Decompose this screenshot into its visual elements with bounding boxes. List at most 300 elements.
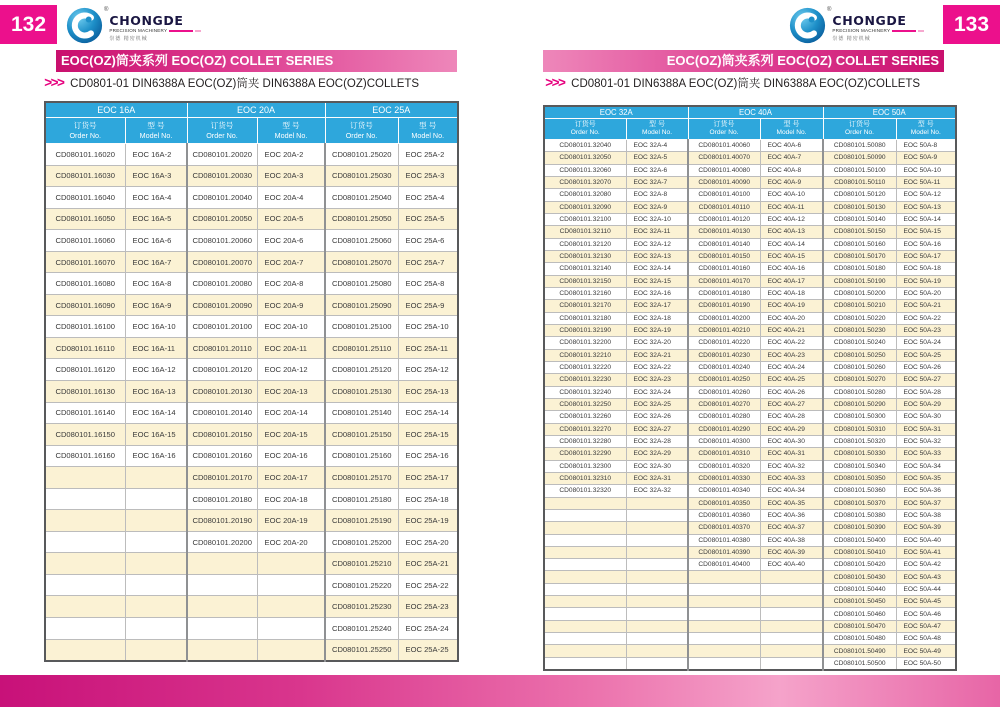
table-row bbox=[45, 230, 458, 252]
order-no-cell: CD080101.40300 bbox=[688, 435, 760, 447]
model-no-cell: EOC 32A-17 bbox=[626, 300, 688, 312]
table-row bbox=[45, 359, 458, 381]
globe-icon bbox=[789, 7, 826, 44]
table-row bbox=[45, 574, 458, 596]
order-no-cell: CD080101.16060 bbox=[45, 230, 125, 252]
model-no-cell: EOC 25A-25 bbox=[398, 639, 458, 661]
order-no-cell: CD080101.50430 bbox=[823, 571, 896, 583]
order-no-cell: CD080101.50460 bbox=[823, 608, 896, 620]
order-no-cell: CD080101.32180 bbox=[544, 312, 626, 324]
collet-table-right bbox=[543, 105, 957, 671]
model-no-header bbox=[125, 118, 187, 144]
order-no-cell: CD080101.50270 bbox=[823, 374, 896, 386]
table-row bbox=[45, 402, 458, 424]
group-header-row bbox=[45, 102, 458, 118]
order-no-cell: CD080101.16110 bbox=[45, 337, 125, 359]
model-no-cell: EOC 20A-19 bbox=[257, 510, 325, 532]
model-no-cell: EOC 25A-12 bbox=[398, 359, 458, 381]
model-no-cell: EOC 50A-8 bbox=[896, 140, 956, 152]
order-no-cell bbox=[688, 608, 760, 620]
order-no-cell: CD080101.25050 bbox=[325, 208, 398, 230]
model-no-cell: EOC 40A-14 bbox=[760, 238, 823, 250]
order-no-cell bbox=[544, 657, 626, 670]
model-no-cell: EOC 16A-12 bbox=[125, 359, 187, 381]
model-no-cell bbox=[760, 657, 823, 670]
order-no-cell: CD080101.40370 bbox=[688, 522, 760, 534]
model-no-cell: EOC 50A-37 bbox=[896, 497, 956, 509]
model-label-cn: 型 号 bbox=[783, 120, 800, 128]
table-row bbox=[45, 208, 458, 230]
model-no-cell: EOC 32A-13 bbox=[626, 250, 688, 262]
order-no-cell: CD080101.25070 bbox=[325, 251, 398, 273]
table-row bbox=[544, 140, 956, 152]
model-no-cell: EOC 40A-39 bbox=[760, 546, 823, 558]
order-no-cell: CD080101.20060 bbox=[187, 230, 257, 252]
order-no-cell: CD080101.40070 bbox=[688, 152, 760, 164]
model-no-cell: EOC 50A-18 bbox=[896, 263, 956, 275]
model-no-cell: EOC 50A-48 bbox=[896, 633, 956, 645]
model-no-cell: EOC 20A-4 bbox=[257, 187, 325, 209]
brand-subtitle-row bbox=[832, 28, 924, 33]
order-no-cell: CD080101.40080 bbox=[688, 164, 760, 176]
brand-chinese: 崇德 精密机械 bbox=[109, 36, 148, 43]
section-title-text: CD0801-01 DIN6388A EOC(OZ)筒夹 DIN6388A EOC(OZ)COLLETS bbox=[571, 78, 921, 90]
order-no-cell bbox=[544, 633, 626, 645]
order-no-cell: CD080101.50440 bbox=[823, 583, 896, 595]
order-no-header bbox=[45, 118, 125, 144]
model-no-cell bbox=[257, 574, 325, 596]
column-header-row bbox=[544, 119, 956, 140]
order-no-cell: CD080101.25090 bbox=[325, 294, 398, 316]
model-no-cell: EOC 32A-9 bbox=[626, 201, 688, 213]
page-number-right: 133 bbox=[943, 5, 1000, 44]
order-no-cell bbox=[544, 559, 626, 571]
order-no-cell: CD080101.50320 bbox=[823, 435, 896, 447]
table-row bbox=[544, 250, 956, 262]
table-row bbox=[544, 596, 956, 608]
order-no-cell: CD080101.40060 bbox=[688, 140, 760, 152]
order-no-header bbox=[823, 119, 896, 140]
order-no-cell: CD080101.40240 bbox=[688, 361, 760, 373]
order-no-cell: CD080101.40330 bbox=[688, 472, 760, 484]
order-no-cell bbox=[187, 553, 257, 575]
model-no-cell: EOC 40A-33 bbox=[760, 472, 823, 484]
order-no-cell: CD080101.20020 bbox=[187, 144, 257, 166]
model-no-cell: EOC 25A-21 bbox=[398, 553, 458, 575]
order-no-cell: CD080101.40290 bbox=[688, 423, 760, 435]
table-row bbox=[45, 337, 458, 359]
order-no-cell: CD080101.16050 bbox=[45, 208, 125, 230]
model-no-cell: EOC 50A-11 bbox=[896, 176, 956, 188]
table-row bbox=[544, 189, 956, 201]
model-no-cell: EOC 40A-28 bbox=[760, 411, 823, 423]
model-no-cell: EOC 32A-15 bbox=[626, 275, 688, 287]
model-no-cell: EOC 40A-23 bbox=[760, 349, 823, 361]
model-no-cell bbox=[125, 553, 187, 575]
logo-accent-line bbox=[169, 30, 193, 32]
model-no-cell bbox=[626, 608, 688, 620]
model-no-cell: EOC 40A-22 bbox=[760, 337, 823, 349]
order-no-cell: CD080101.32310 bbox=[544, 472, 626, 484]
model-no-cell: EOC 40A-24 bbox=[760, 361, 823, 373]
model-no-cell: EOC 50A-39 bbox=[896, 522, 956, 534]
order-no-cell: CD080101.40270 bbox=[688, 398, 760, 410]
order-no-cell bbox=[187, 618, 257, 640]
order-no-cell: CD080101.50380 bbox=[823, 509, 896, 521]
page-number-left: 132 bbox=[0, 5, 57, 44]
model-no-cell bbox=[125, 596, 187, 618]
model-no-cell bbox=[760, 596, 823, 608]
order-no-header bbox=[688, 119, 760, 140]
order-no-cell: CD080101.50090 bbox=[823, 152, 896, 164]
section-title-right bbox=[545, 75, 920, 91]
model-no-cell: EOC 25A-8 bbox=[398, 273, 458, 295]
order-no-cell: CD080101.50490 bbox=[823, 645, 896, 657]
table-row bbox=[544, 213, 956, 225]
model-no-cell: EOC 50A-12 bbox=[896, 189, 956, 201]
group-header: EOC 50A bbox=[823, 106, 956, 119]
table-row bbox=[544, 460, 956, 472]
table-row bbox=[544, 509, 956, 521]
model-no-cell: EOC 25A-3 bbox=[398, 165, 458, 187]
order-no-cell: CD080101.25240 bbox=[325, 618, 398, 640]
order-no-cell: CD080101.40150 bbox=[688, 250, 760, 262]
order-no-cell: CD080101.40200 bbox=[688, 312, 760, 324]
order-no-cell: CD080101.32110 bbox=[544, 226, 626, 238]
model-no-cell: EOC 50A-42 bbox=[896, 559, 956, 571]
group-header: EOC 20A bbox=[187, 102, 325, 118]
order-no-cell: CD080101.16160 bbox=[45, 445, 125, 467]
order-no-cell: CD080101.50280 bbox=[823, 386, 896, 398]
model-no-cell: EOC 16A-11 bbox=[125, 337, 187, 359]
model-no-cell: EOC 50A-27 bbox=[896, 374, 956, 386]
order-label-cn: 订货号 bbox=[574, 120, 596, 128]
model-label-en: Model No. bbox=[139, 130, 173, 140]
order-no-cell bbox=[544, 620, 626, 632]
order-no-cell: CD080101.32040 bbox=[544, 140, 626, 152]
order-no-cell bbox=[45, 596, 125, 618]
order-no-cell: CD080101.25100 bbox=[325, 316, 398, 338]
model-no-cell: EOC 32A-6 bbox=[626, 164, 688, 176]
table-row bbox=[544, 287, 956, 299]
table-row bbox=[544, 485, 956, 497]
chongde-logo bbox=[66, 7, 201, 44]
registered-mark: ® bbox=[827, 7, 832, 13]
order-no-cell: CD080101.32100 bbox=[544, 213, 626, 225]
model-no-cell bbox=[760, 608, 823, 620]
table-row bbox=[544, 361, 956, 373]
series-banner-right: EOC(OZ)筒夹系列 EOC(OZ) COLLET SERIES bbox=[543, 50, 944, 72]
globe-icon bbox=[66, 7, 103, 44]
model-no-cell: EOC 25A-4 bbox=[398, 187, 458, 209]
table-row bbox=[45, 251, 458, 273]
order-no-cell: CD080101.50130 bbox=[823, 201, 896, 213]
order-label-en: Order No. bbox=[345, 130, 378, 140]
order-no-cell: CD080101.50150 bbox=[823, 226, 896, 238]
order-no-cell: CD080101.25140 bbox=[325, 402, 398, 424]
table-row bbox=[544, 472, 956, 484]
model-no-cell: EOC 20A-6 bbox=[257, 230, 325, 252]
order-no-cell: CD080101.20100 bbox=[187, 316, 257, 338]
order-no-cell: CD080101.40170 bbox=[688, 275, 760, 287]
order-no-cell bbox=[688, 571, 760, 583]
model-label-cn: 型 号 bbox=[649, 120, 665, 128]
order-no-cell bbox=[544, 534, 626, 546]
order-no-cell: CD080101.25110 bbox=[325, 337, 398, 359]
order-no-cell bbox=[544, 522, 626, 534]
table-row bbox=[544, 657, 956, 670]
order-no-cell: CD080101.16140 bbox=[45, 402, 125, 424]
model-no-cell: EOC 50A-9 bbox=[896, 152, 956, 164]
table-row bbox=[45, 445, 458, 467]
order-no-header bbox=[187, 118, 257, 144]
order-no-cell: CD080101.20200 bbox=[187, 531, 257, 553]
table-row bbox=[544, 226, 956, 238]
model-no-cell: EOC 20A-17 bbox=[257, 467, 325, 489]
order-no-cell: CD080101.20110 bbox=[187, 337, 257, 359]
model-no-cell: EOC 25A-24 bbox=[398, 618, 458, 640]
order-no-cell bbox=[544, 608, 626, 620]
table-row bbox=[544, 275, 956, 287]
table-row bbox=[45, 165, 458, 187]
model-no-cell: EOC 25A-5 bbox=[398, 208, 458, 230]
model-no-cell: EOC 40A-21 bbox=[760, 324, 823, 336]
model-no-cell: EOC 20A-13 bbox=[257, 381, 325, 403]
order-no-cell: CD080101.40140 bbox=[688, 238, 760, 250]
order-no-cell: CD080101.40190 bbox=[688, 300, 760, 312]
order-no-cell: CD080101.40280 bbox=[688, 411, 760, 423]
order-no-cell: CD080101.25160 bbox=[325, 445, 398, 467]
model-no-cell bbox=[626, 583, 688, 595]
model-no-cell: EOC 40A-7 bbox=[760, 152, 823, 164]
model-no-cell bbox=[257, 596, 325, 618]
order-no-cell: CD080101.50250 bbox=[823, 349, 896, 361]
model-no-cell bbox=[760, 583, 823, 595]
model-no-cell bbox=[626, 509, 688, 521]
order-no-cell: CD080101.40400 bbox=[688, 559, 760, 571]
order-no-cell: CD080101.32240 bbox=[544, 386, 626, 398]
table-row bbox=[544, 300, 956, 312]
table-row bbox=[45, 553, 458, 575]
chongde-logo bbox=[789, 7, 924, 44]
model-no-cell: EOC 50A-50 bbox=[896, 657, 956, 670]
order-no-cell: CD080101.16130 bbox=[45, 381, 125, 403]
model-no-cell: EOC 50A-30 bbox=[896, 411, 956, 423]
order-no-cell: CD080101.16020 bbox=[45, 144, 125, 166]
order-no-cell: CD080101.20150 bbox=[187, 424, 257, 446]
model-no-cell: EOC 50A-25 bbox=[896, 349, 956, 361]
model-no-cell: EOC 20A-15 bbox=[257, 424, 325, 446]
table-row bbox=[45, 424, 458, 446]
order-no-cell: CD080101.25130 bbox=[325, 381, 398, 403]
order-no-cell bbox=[544, 596, 626, 608]
table-row bbox=[45, 294, 458, 316]
registered-mark: ® bbox=[104, 7, 109, 13]
table-row bbox=[544, 522, 956, 534]
model-no-cell: EOC 16A-15 bbox=[125, 424, 187, 446]
order-no-cell: CD080101.32120 bbox=[544, 238, 626, 250]
model-no-cell bbox=[125, 510, 187, 532]
table-row bbox=[45, 618, 458, 640]
order-no-cell: CD080101.50110 bbox=[823, 176, 896, 188]
model-no-cell: EOC 32A-5 bbox=[626, 152, 688, 164]
order-no-cell: CD080101.20030 bbox=[187, 165, 257, 187]
table-body-right bbox=[544, 140, 956, 671]
model-no-cell: EOC 20A-7 bbox=[257, 251, 325, 273]
model-no-cell: EOC 40A-13 bbox=[760, 226, 823, 238]
order-no-cell: CD080101.50410 bbox=[823, 546, 896, 558]
order-no-cell: CD080101.50210 bbox=[823, 300, 896, 312]
order-no-cell bbox=[45, 618, 125, 640]
order-no-cell: CD080101.20050 bbox=[187, 208, 257, 230]
order-no-cell bbox=[187, 639, 257, 661]
model-label-cn: 型 号 bbox=[419, 120, 437, 130]
order-no-cell: CD080101.40320 bbox=[688, 460, 760, 472]
order-no-header bbox=[544, 119, 626, 140]
model-no-cell: EOC 20A-12 bbox=[257, 359, 325, 381]
model-no-header bbox=[896, 119, 956, 140]
order-no-cell: CD080101.40310 bbox=[688, 448, 760, 460]
order-no-cell bbox=[544, 497, 626, 509]
order-no-cell: CD080101.20160 bbox=[187, 445, 257, 467]
model-no-cell bbox=[626, 633, 688, 645]
model-no-cell bbox=[760, 571, 823, 583]
order-no-cell bbox=[45, 467, 125, 489]
model-no-cell bbox=[125, 488, 187, 510]
model-no-cell: EOC 32A-10 bbox=[626, 213, 688, 225]
order-no-cell: CD080101.25040 bbox=[325, 187, 398, 209]
order-no-cell: CD080101.50350 bbox=[823, 472, 896, 484]
order-no-cell: CD080101.50200 bbox=[823, 287, 896, 299]
order-no-cell: CD080101.40110 bbox=[688, 201, 760, 213]
model-no-cell: EOC 40A-9 bbox=[760, 176, 823, 188]
logo-accent-dash bbox=[918, 30, 924, 32]
order-no-cell: CD080101.50470 bbox=[823, 620, 896, 632]
order-no-cell: CD080101.50230 bbox=[823, 324, 896, 336]
model-no-cell: EOC 32A-31 bbox=[626, 472, 688, 484]
order-no-cell: CD080101.25060 bbox=[325, 230, 398, 252]
order-label-cn: 订货号 bbox=[849, 120, 870, 128]
order-no-cell: CD080101.50370 bbox=[823, 497, 896, 509]
order-no-cell: CD080101.50080 bbox=[823, 140, 896, 152]
model-no-cell: EOC 20A-14 bbox=[257, 402, 325, 424]
model-no-cell: EOC 32A-19 bbox=[626, 324, 688, 336]
order-no-cell: CD080101.50360 bbox=[823, 485, 896, 497]
table-row bbox=[544, 423, 956, 435]
order-no-cell: CD080101.16100 bbox=[45, 316, 125, 338]
logo-text bbox=[832, 14, 924, 42]
model-no-cell: EOC 40A-25 bbox=[760, 374, 823, 386]
order-no-cell: CD080101.40250 bbox=[688, 374, 760, 386]
order-no-cell: CD080101.50290 bbox=[823, 398, 896, 410]
model-no-cell: EOC 40A-11 bbox=[760, 201, 823, 213]
order-no-cell: CD080101.32270 bbox=[544, 423, 626, 435]
model-no-cell: EOC 16A-9 bbox=[125, 294, 187, 316]
table-head bbox=[544, 106, 956, 140]
order-no-cell: CD080101.50390 bbox=[823, 522, 896, 534]
order-no-cell: CD080101.16030 bbox=[45, 165, 125, 187]
order-no-cell bbox=[544, 645, 626, 657]
model-no-cell: EOC 25A-14 bbox=[398, 402, 458, 424]
model-no-cell: EOC 40A-12 bbox=[760, 213, 823, 225]
table-row bbox=[544, 349, 956, 361]
order-no-cell: CD080101.25030 bbox=[325, 165, 398, 187]
model-no-cell: EOC 25A-20 bbox=[398, 531, 458, 553]
model-no-cell bbox=[125, 574, 187, 596]
table-row bbox=[45, 316, 458, 338]
table-row bbox=[45, 144, 458, 166]
model-no-cell: EOC 16A-16 bbox=[125, 445, 187, 467]
model-no-cell: EOC 50A-24 bbox=[896, 337, 956, 349]
model-no-cell: EOC 32A-30 bbox=[626, 460, 688, 472]
order-no-cell bbox=[688, 583, 760, 595]
order-no-cell bbox=[45, 510, 125, 532]
order-no-cell bbox=[45, 488, 125, 510]
model-no-cell: EOC 20A-8 bbox=[257, 273, 325, 295]
brand-subtitle: PRECISION MACHINERY bbox=[109, 28, 168, 34]
model-no-cell bbox=[760, 645, 823, 657]
model-no-cell: EOC 16A-4 bbox=[125, 187, 187, 209]
model-no-cell bbox=[257, 553, 325, 575]
model-no-cell: EOC 25A-6 bbox=[398, 230, 458, 252]
table-row bbox=[544, 152, 956, 164]
order-no-cell: CD080101.20080 bbox=[187, 273, 257, 295]
model-no-cell: EOC 50A-14 bbox=[896, 213, 956, 225]
model-no-cell: EOC 40A-29 bbox=[760, 423, 823, 435]
order-no-cell: CD080101.25150 bbox=[325, 424, 398, 446]
model-label-en: Model No. bbox=[776, 129, 807, 137]
table-row bbox=[544, 164, 956, 176]
order-no-cell: CD080101.20180 bbox=[187, 488, 257, 510]
order-no-header bbox=[325, 118, 398, 144]
model-no-cell bbox=[626, 522, 688, 534]
order-no-cell: CD080101.50170 bbox=[823, 250, 896, 262]
order-no-cell: CD080101.50190 bbox=[823, 275, 896, 287]
order-no-cell: CD080101.25120 bbox=[325, 359, 398, 381]
model-no-cell: EOC 50A-10 bbox=[896, 164, 956, 176]
model-no-cell: EOC 50A-15 bbox=[896, 226, 956, 238]
model-no-cell: EOC 50A-28 bbox=[896, 386, 956, 398]
order-no-cell: CD080101.25080 bbox=[325, 273, 398, 295]
model-no-cell bbox=[760, 620, 823, 632]
model-no-cell: EOC 32A-7 bbox=[626, 176, 688, 188]
order-no-cell bbox=[544, 546, 626, 558]
table-row bbox=[544, 201, 956, 213]
model-label-cn: 型 号 bbox=[917, 120, 934, 128]
order-no-cell: CD080101.40130 bbox=[688, 226, 760, 238]
table-row bbox=[45, 596, 458, 618]
order-no-cell: CD080101.50400 bbox=[823, 534, 896, 546]
table-row bbox=[544, 497, 956, 509]
model-no-cell: EOC 50A-17 bbox=[896, 250, 956, 262]
model-no-cell: EOC 16A-5 bbox=[125, 208, 187, 230]
model-no-cell: EOC 40A-27 bbox=[760, 398, 823, 410]
order-no-cell: CD080101.32200 bbox=[544, 337, 626, 349]
model-no-cell: EOC 32A-32 bbox=[626, 485, 688, 497]
chevron-icon: >>> bbox=[545, 75, 565, 90]
model-no-cell bbox=[125, 467, 187, 489]
model-no-cell: EOC 40A-19 bbox=[760, 300, 823, 312]
logo-accent-dash bbox=[195, 30, 201, 32]
model-no-cell: EOC 50A-31 bbox=[896, 423, 956, 435]
model-no-cell: EOC 32A-21 bbox=[626, 349, 688, 361]
model-no-cell: EOC 32A-11 bbox=[626, 226, 688, 238]
model-no-cell: EOC 32A-12 bbox=[626, 238, 688, 250]
table-row bbox=[544, 559, 956, 571]
model-no-header bbox=[760, 119, 823, 140]
order-no-cell: CD080101.50240 bbox=[823, 337, 896, 349]
model-no-cell: EOC 32A-24 bbox=[626, 386, 688, 398]
